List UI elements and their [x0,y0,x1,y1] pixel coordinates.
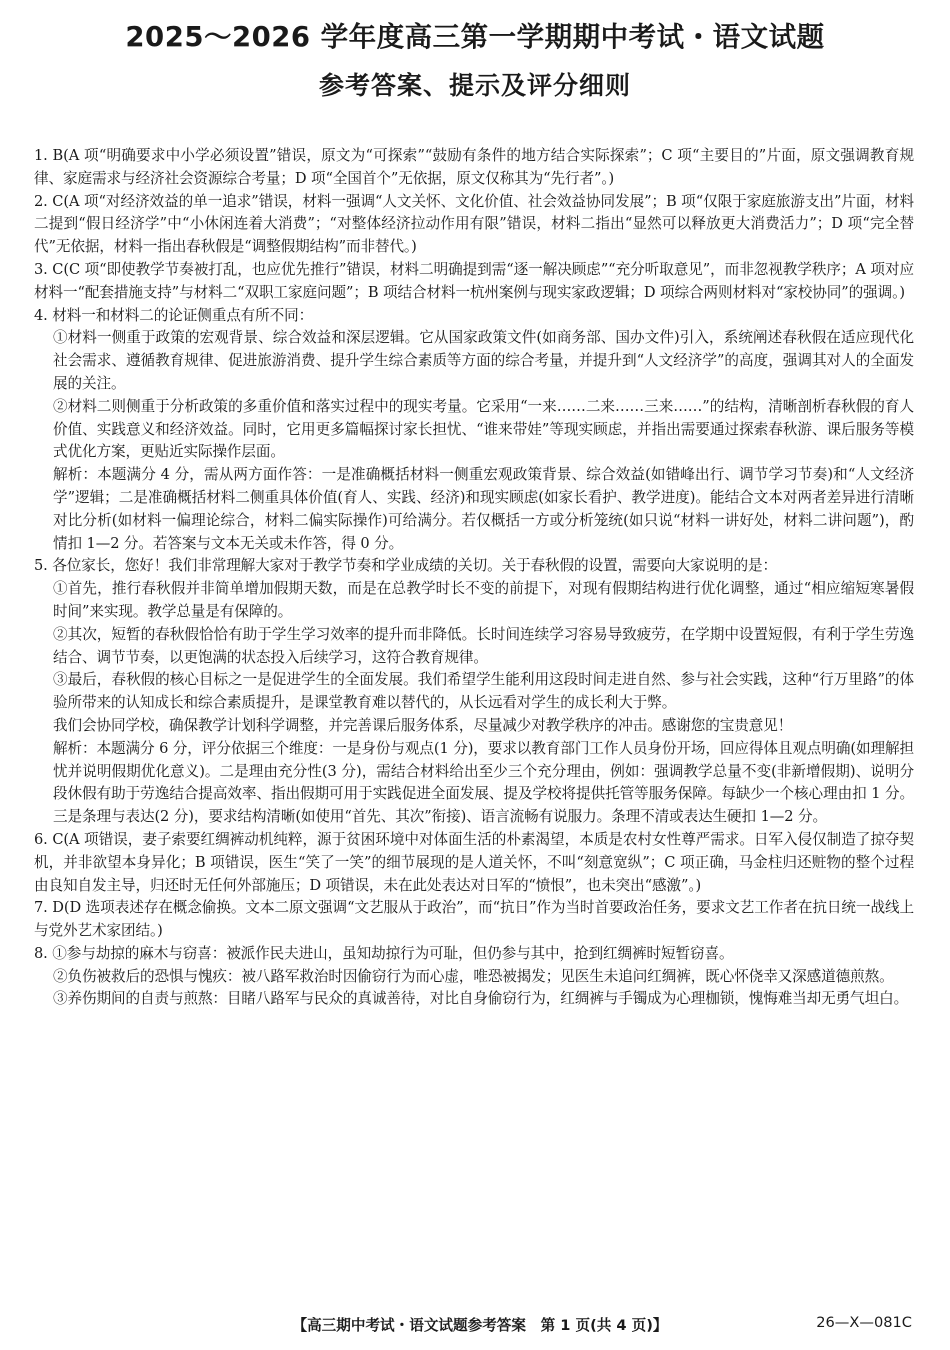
answer-q4-point-1: ①材料一侧重于政策的宏观背景、综合效益和深层逻辑。它从国家政策文件(如商务部、国办文件)引入，系统阐述春秋假在适应现代化社会需求、遵循教育规律、促进旅游消费、提升学生综合素质等方面的综合考量，并提升到“人文经济学”的高度，强调其对人的全面发展的关注。 [53,329,914,392]
answer-q7: 7. D(D 选项表述存在概念偷换。文本二原文强调“文艺服从于政治”，而“抗日”作为当时首要政治任务，要求文艺工作者在抗日统一战线上与党外艺术家团结。) [34,899,914,940]
page-subtitle: 参考答案、提示及评分细则 [318,71,631,100]
answer-q4-intro: 4. 材料一和材料二的论证侧重点有所不同： [34,306,314,324]
answer-q4-analysis: 解析：本题满分 4 分，需从两方面作答：一是准确概括材料一侧重宏观政策背景、综合效益(如错峰出行、调节学习节奏)和“人文经济学”逻辑；二是准确概括材料二侧重具体价值(育人、实践、经济)和现实顾虑(如家长看护、教学进度)。能结合文本对两者差异进行清晰对比分析(如材料一偏理论综合，材料二偏实际操作)可给满分。若仅概括一方或分析笼统(如只说“材料一讲好处，材料二讲问题”)，酌情扣 1—2 分。若答案与文本无关或未作答，得 0 分。 [53,466,914,552]
answer-q2: 2. C(A 项“对经济效益的单一追求”错误，材料一强调“人文关怀、文化价值、社会效益协同发展”；B 项“仅限于家庭旅游支出”片面，材料二提到“假日经济学”中“小休闲连着大消费”；“对整体经济拉动作用有限”错误，材料二指出“显然可以释放更大消费活力”；D 项“完全替代”无依据，材料一指出春秋假是“调整假期结构”而非替代。) [34,192,914,256]
answer-q6: 6. C(A 项错误，妻子索要红绸裤动机纯粹，源于贫困环境中对体面生活的朴素渴望，本质是农村女性尊严需求。日军入侵仅制造了掠夺契机，并非欲望本身异化；B 项错误，医生“笑了一笑”的细节展现的是人道关怀，不叫“刻意宽纵”；C 项正确，马金柱归还赃物的整个过程由良知自发主导，归还时无任何外部施压；D 项错误，未在此处表达对日军的“愤恨”，也未突出“感激”。) [34,830,914,894]
answer-q4-point-2: ②材料二则侧重于分析政策的多重价值和落实过程中的现实考量。它采用“一来……二来……三来……”的结构，清晰剖析春秋假的育人价值、实践意义和经济效益。同时，它用更多篇幅探讨家长担忧、“谁来带娃”等现实顾虑，并指出需要通过探索春秋游、课后服务等模式优化方案，更贴近实际操作层面。 [53,397,914,461]
page-title: 2025～2026 学年度高三第一学期期中考试・语文试题 [125,21,825,53]
answer-q8-point-3: ③养伤期间的自责与煎熬：目睹八路军与民众的真诚善待，对比自身偷窃行为，红绸裤与手镯成为心理枷锁，愧悔难当却无勇气坦白。 [53,990,909,1008]
footer-exam-code: 26—X—081C [816,1314,912,1331]
answer-q3: 3. C(C 项“即使教学节奏被打乱，也应优先推行”错误，材料二明确提到需“逐一解决顾虑”“充分听取意见”，而非忽视教学秩序；A 项对应材料一“配套措施支持”与材料二“双职工家庭问题”；B 项结合材料一杭州案例与现实家政逻辑；D 项综合两则材料对“家校协同”的强调。) [34,260,914,301]
answer-q5-point-2: ②其次，短暂的春秋假恰恰有助于学生学习效率的提升而非降低。长时间连续学习容易导致疲劳，在学期中设置短假，有利于学生劳逸结合、调节节奏，以更饱满的状态投入后续学习，这符合教育规律。 [53,625,914,666]
answer-q5-point-1: ①首先，推行春秋假并非简单增加假期天数，而是在总教学时长不变的前提下，对现有假期结构进行优化调整，通过“相应缩短寒暑假时间”来实现。教学总量是有保障的。 [53,580,914,620]
answer-q8-point-2: ②负伤被救后的恐惧与愧疚：被八路军救治时因偷窃行为而心虚，唯恐被揭发；见医生未追问红绸裤，既心怀侥幸又深感道德煎熬。 [53,967,894,985]
answer-q5-point-3: ③最后，春秋假的核心目标之一是促进学生的全面发展。我们希望学生能利用这段时间走进自然、参与社会实践，这种“行万里路”的体验所带来的认知成长和综合素质提升，是课堂教育难以替代的，从长远看对学生的成长利大于弊。 [53,671,914,712]
answer-q5-analysis: 解析：本题满分 6 分，评分依据三个维度：一是身份与观点(1 分)，要求以教育部门工作人员身份开场，回应得体且观点明确(如理解担忧并说明假期优化意义)。二是理由充分性(3 分)，需结合材料给出至少三个充分理由，例如：强调教学总量不变(非新增假期)、说明分段休假有助于劳逸结合提高效率、指出假期可用于实践促进全面发展、提及学校将提供托管等服务保障。每缺少一个核心理由扣 1 分。三是条理与表达(2 分)，要求结构清晰(如使用“首先、其次”衔接)、语言流畅有说服力。条理不清或表达生硬扣 1—2 分。 [53,739,914,826]
answer-q5-closing: 我们会协同学校，确保教学计划科学调整，并完善课后服务体系，尽量减少对教学秩序的冲击。感谢您的宝贵意见！ [53,716,793,734]
answer-q8-point-1: 8. ①参与劫掠的麻木与窃喜：被派作民夫进山，虽知劫掠行为可耻，但仍参与其中，抢到红绸裤时短暂窃喜。 [34,944,734,962]
answer-q1: 1. B(A 项“明确要求中小学必须设置”错误，原文为“可探索”“鼓励有条件的地方结合实际探索”；C 项“主要目的”片面，原文强调教育规律、家庭需求与经济社会资源综合考量；D 项“全国首个”无依据，原文仅称其为“先行者”。) [34,147,914,187]
answer-q5-intro: 5. 各位家长，您好！我们非常理解大家对于教学节奏和学业成绩的关切。关于春秋假的设置，需要向大家说明的是： [34,557,777,575]
answer-content [34,145,914,1011]
footer-page-label: 【高三期中考试・语文试题参考答案 第 1 页(共 4 页)】 [292,1317,668,1334]
page-footer [0,1314,950,1338]
